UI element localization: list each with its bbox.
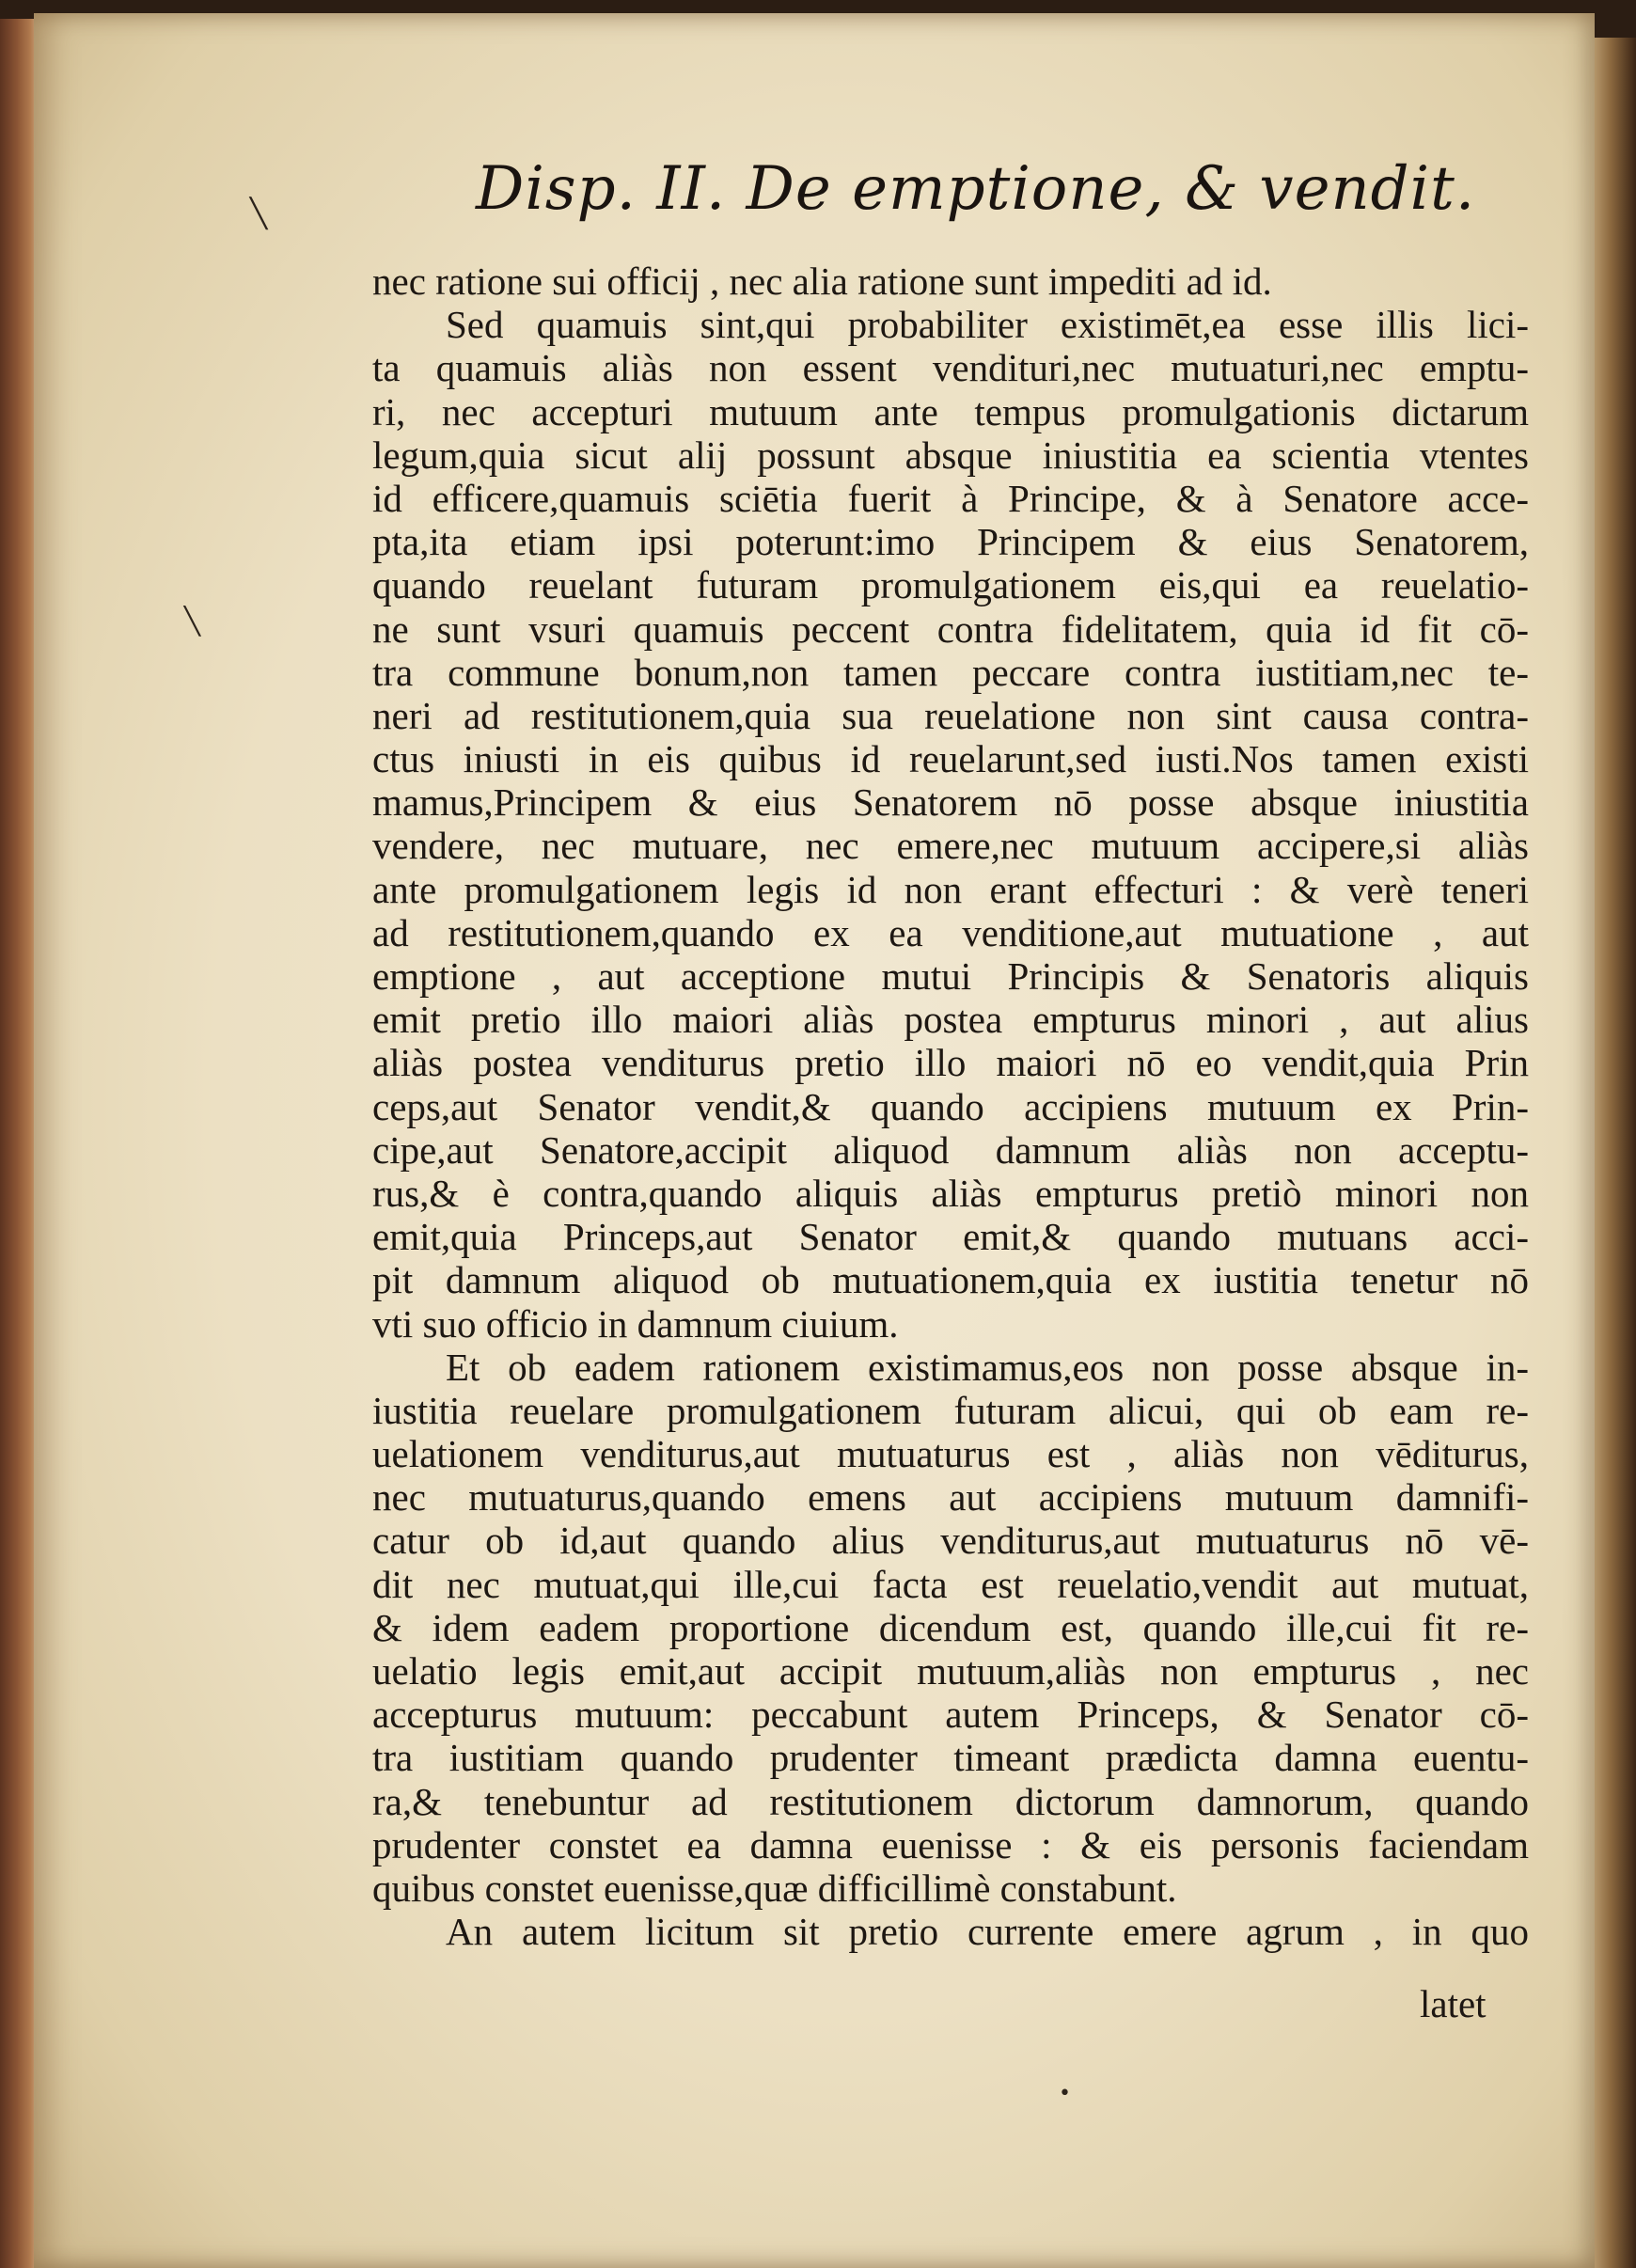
text-line: An autem licitum sit pretio currente emere agrum , in quo <box>446 1910 1529 1954</box>
text-line: vti suo officio in damnum ciuium. <box>372 1301 899 1346</box>
text-line: rus,& è contra,quando aliquis aliàs empturus pretiò minori non <box>372 1171 1529 1215</box>
catchword: latet <box>1420 1982 1487 2025</box>
text-line: uelatio legis emit,aut accipit mutuum,aliàs non empturus , nec <box>372 1649 1529 1693</box>
text-line: mamus,Principem & eius Senatorem nō posse absque iniustitia <box>372 780 1529 825</box>
text-line: pit damnum aliquod ob mutuationem,quia ex iustitia tenetur nō <box>372 1258 1529 1302</box>
text-line: catur ob id,aut quando alius venditurus,aut mutuaturus nō vē- <box>372 1519 1529 1563</box>
text-line: nec mutuaturus,quando emens aut accipiens mutuum damnifi- <box>372 1475 1529 1520</box>
left-page-edge <box>0 19 38 2268</box>
text-line: iustitia reuelare promulgationem futuram alicui, qui ob eam re- <box>372 1388 1529 1432</box>
text-line: aliàs postea venditurus pretio illo maiori nō eo vendit,quia Prin <box>372 1041 1529 1085</box>
text-line: tra iustitiam quando prudenter timeant prædicta damna euentu- <box>372 1736 1529 1780</box>
margin-mark: • <box>1059 2082 1071 2105</box>
text-line: emit,quia Princeps,aut Senator emit,& quando mutuans acci- <box>372 1215 1529 1259</box>
text-line: ctus iniusti in eis quibus id reuelarunt,sed iusti.Nos tamen existi <box>372 737 1529 781</box>
text-line: tra commune bonum,non tamen peccare contra iustitiam,nec te- <box>372 650 1529 694</box>
text-line: quando reuelant futuram promulgationem eis,qui ea reuelatio- <box>372 563 1529 607</box>
text-line: prudenter constet ea damna euenisse : & eis personis faciendam <box>372 1822 1529 1866</box>
text-line: vendere, nec mutuare, nec emere,nec mutuum accipere,si aliàs <box>372 824 1529 868</box>
text-line: accepturus mutuum: peccabunt autem Princeps, & Senator cō- <box>372 1693 1529 1737</box>
right-page-edge <box>1593 38 1636 2268</box>
text-line: pta,ita etiam ipsi poterunt:imo Principem & eius Senatorem, <box>372 520 1529 564</box>
text-line: uelationem venditurus,aut mutuaturus est , aliàs non vēditurus, <box>372 1432 1529 1476</box>
text-line: ri, nec accepturi mutuum ante tempus promulgationis dictarum <box>372 389 1529 433</box>
text-line: legum,quia sicut alij possunt absque iniustitia ea scientia vtentes <box>372 433 1529 477</box>
text-line: Sed quamuis sint,qui probabiliter existimēt,ea esse illis lici- <box>446 303 1529 347</box>
text-line: ad restitutionem,quando ex ea venditione,aut mutuatione , aut <box>372 910 1529 954</box>
text-line: ante promulgationem legis id non erant effecturi : & verè teneri <box>372 867 1529 911</box>
text-line: ta quamuis aliàs non essent vendituri,nec mutuaturi,nec emptu- <box>372 346 1529 390</box>
text-line: id efficere,quamuis sciētia fuerit à Principe, & à Senatore acce- <box>372 476 1529 520</box>
text-line: cipe,aut Senatore,accipit aliquod damnum aliàs non acceptu- <box>372 1127 1529 1172</box>
margin-mark: ╲ <box>250 197 268 230</box>
book-page <box>34 13 1595 2268</box>
body-text <box>372 260 1529 1953</box>
text-line: emit pretio illo maiori aliàs postea empturus minori , aut alius <box>372 998 1529 1042</box>
text-line: ceps,aut Senator vendit,& quando accipiens mutuum ex Prin- <box>372 1084 1529 1128</box>
text-line: quibus constet euenisse,quæ difficillimè constabunt. <box>372 1866 1177 1910</box>
margin-mark: ╲ <box>184 606 200 637</box>
text-line: ra,& tenebuntur ad restitutionem dictorum damnorum, quando <box>372 1779 1529 1823</box>
text-line: emptione , aut acceptione mutui Principis & Senatoris aliquis <box>372 954 1529 998</box>
text-line: neri ad restitutionem,quia sua reuelatione non sint causa contra- <box>372 693 1529 737</box>
text-line: & idem eadem proportione dicendum est, quando ille,cui fit re- <box>372 1605 1529 1649</box>
text-line: nec ratione sui officij , nec alia ratione sunt impediti ad id. <box>372 260 1272 303</box>
text-line: dit nec mutuat,qui ille,cui facta est reuelatio,vendit aut mutuat, <box>372 1562 1529 1606</box>
running-head: Disp. II. De emptione, & vendit. <box>476 154 1476 224</box>
text-line: Et ob eadem rationem existimamus,eos non posse absque in- <box>446 1345 1529 1389</box>
text-line: ne sunt vsuri quamuis peccent contra fidelitatem, quia id fit cō- <box>372 606 1529 651</box>
